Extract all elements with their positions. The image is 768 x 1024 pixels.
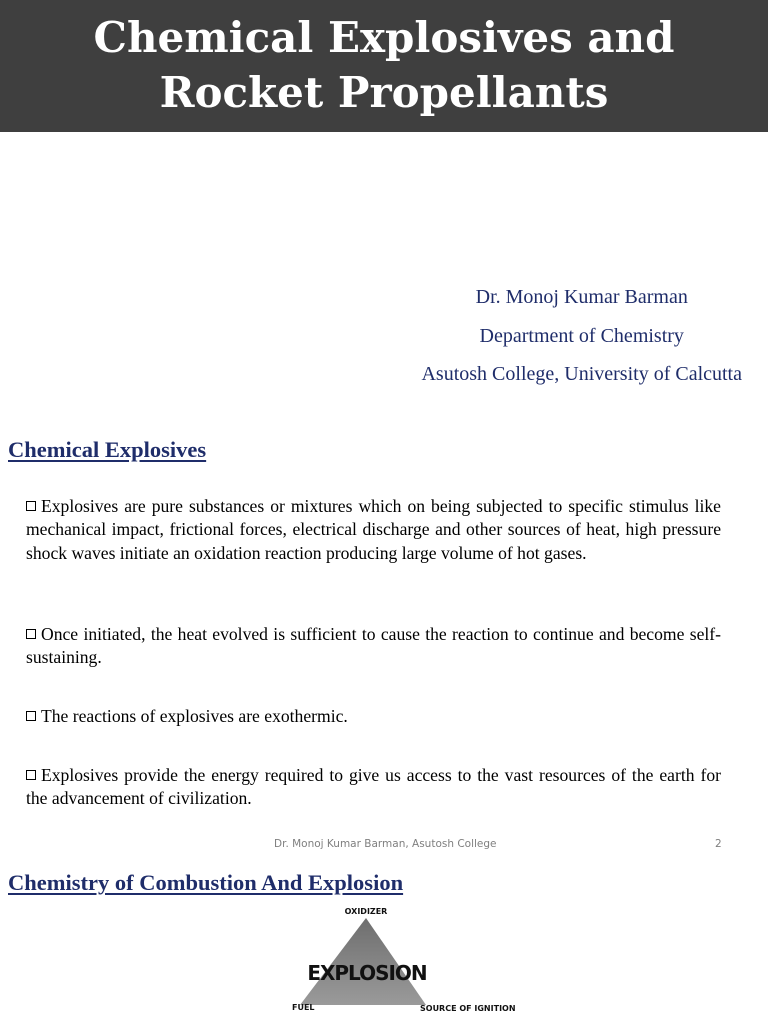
author-block <box>421 278 742 394</box>
bullet-text: The reactions of explosives are exothermic. <box>41 706 348 726</box>
fire-triangle-diagram <box>280 902 520 1024</box>
page-number: 2 <box>715 838 722 850</box>
bullet-item <box>26 623 721 670</box>
bullet-text: Explosives provide the energy required to give us access to the vast resources of the earth for the advancement of civilization. <box>26 765 721 809</box>
slide-title-bar <box>0 0 768 132</box>
affiliation: Asutosh College, University of Calcutta <box>421 363 742 385</box>
author-name: Dr. Monoj Kumar Barman <box>475 286 688 308</box>
bullet-text: Explosives are pure substances or mixtures which on being subjected to specific stimulus like mechanical impact, frictional forces, electrical discharge and other sources of heat, high pressure shock waves initiate an oxidation reaction producing large volume of hot gases. <box>26 496 721 563</box>
section-heading-combustion: Chemistry of Combustion And Explosion <box>8 870 404 895</box>
bullet-item <box>26 764 721 811</box>
diagram-label-right: SOURCE OF IGNITION <box>420 1004 516 1013</box>
slide-title-line-1: Chemical Explosives and <box>93 13 675 62</box>
bullet-item <box>26 495 721 565</box>
checkbox-bullet-icon <box>26 770 36 780</box>
diagram-label-top: OXIDIZER <box>344 907 388 916</box>
slide-title-line-2: Rocket Propellants <box>159 68 609 117</box>
checkbox-bullet-icon <box>26 501 36 511</box>
diagram-label-center: EXPLOSION <box>307 961 427 985</box>
department-name: Department of Chemistry <box>479 324 684 347</box>
section-heading-chemical-explosives: Chemical Explosives <box>8 437 207 462</box>
checkbox-bullet-icon <box>26 711 36 721</box>
diagram-label-left: FUEL <box>292 1003 315 1012</box>
slide-footer: Dr. Monoj Kumar Barman, Asutosh College <box>274 838 497 850</box>
bullet-text: Once initiated, the heat evolved is sufficient to cause the reaction to continue and become self-sustaining. <box>26 624 721 668</box>
bullet-item <box>26 705 721 728</box>
checkbox-bullet-icon <box>26 629 36 639</box>
